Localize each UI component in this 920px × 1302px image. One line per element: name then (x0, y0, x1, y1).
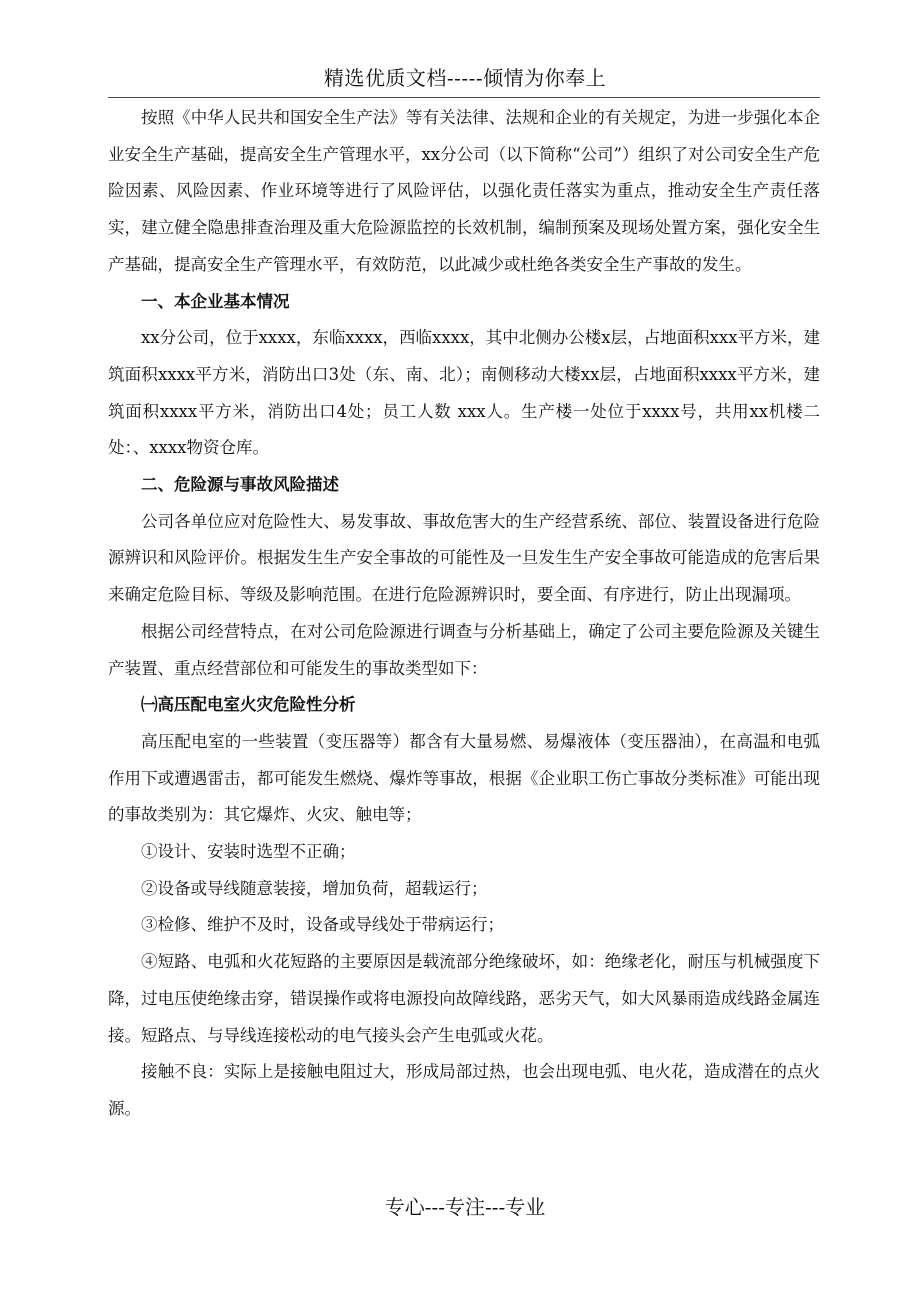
header-divider (108, 97, 820, 98)
document-body (108, 100, 820, 1128)
substation-paragraph: 高压配电室的一些装置（变压器等）都含有大量易燃、易爆液体（变压器油），在高温和电弧作用下或遭遇雷击，都可能发生燃烧、爆炸等事故，根据《企业职工伤亡事故分类标准》可能出现的事故类别为：其它爆炸、火灾、触电等； (108, 731, 820, 825)
hazard-paragraph-2: 根据公司经营特点，在对公司危险源进行调查与分析基础上，确定了公司主要危险源及关键生产装置、重点经营部位和可能发生的事故类型如下： (108, 621, 820, 678)
list-item-4: ④短路、电弧和火花短路的主要原因是载流部分绝缘破坏，如：绝缘老化，耐压与机械强度下降，过电压使绝缘击穿，错误操作或将电源投向故障线路，恶劣天气，如大风暴雨造成线路金属连接。短路点、与导线连接松动的电气接头会产生电弧或火花。 (108, 952, 820, 1045)
page-header-title: 精选优质文档-----倾情为你奉上 (323, 66, 607, 90)
hazard-paragraph-1: 公司各单位应对危险性大、易发事故、事故危害大的生产经营系统、部位、装置设备进行危险源辨识和风险评价。根据发生生产安全事故的可能性及一旦发生生产安全事故可能造成的危害后果来确定危险目标、等级及影响范围。在进行危险源辨识时，要全面、有序进行，防止出现漏项。 (108, 511, 820, 605)
section-heading-basic-info: 一、本企业基本情况 (141, 291, 290, 311)
contact-paragraph: 接触不良：实际上是接触电阻过大，形成局部过热，也会出现电弧、电火花，造成潜在的点火源。 (108, 1062, 820, 1118)
basic-info-paragraph: xx分公司，位于xxxx，东临xxxx，西临xxxx，其中北侧办公楼x层，占地面积xxx平方米，建筑面积xxxx平方米，消防出口3处（东、南、北）；南侧移动大楼xx层，占地面积xxxx平方米，建筑面积xxxx平方米，消防出口4处；员工人数 xxx人。生产楼一处位于xxxx号，共用xx机楼二处：、xxxx物资仓库。 (108, 328, 820, 458)
list-item-2: ②设备或导线随意装接，增加负荷，超载运行； (141, 878, 488, 898)
section-heading-hazard-risk: 二、危险源与事故风险描述 (141, 475, 339, 495)
list-item-3: ③检修、维护不及时，设备或导线处于带病运行； (141, 915, 504, 935)
list-item-1: ①设计、安装时选型不正确； (141, 842, 356, 862)
subsection-heading-substation-fire: ㈠高压配电室火灾危险性分析 (141, 695, 356, 715)
page-footer: 专心---专注---专业 (384, 1195, 546, 1219)
intro-paragraph: 按照《中华人民共和国安全生产法》等有关法律、法规和企业的有关规定，为进一步强化本企业安全生产基础，提高安全生产管理水平，xx分公司（以下简称“公司”）组织了对公司安全生产危险因素、风险因素、作业环境等进行了风险评估，以强化责任落实为重点，推动安全生产责任落实，建立健全隐患排查治理及重大危险源监控的长效机制，编制预案及现场处置方案，强化安全生产基础，提高安全生产管理水平，有效防范，以此减少或杜绝各类安全生产事故的发生。 (108, 108, 820, 274)
